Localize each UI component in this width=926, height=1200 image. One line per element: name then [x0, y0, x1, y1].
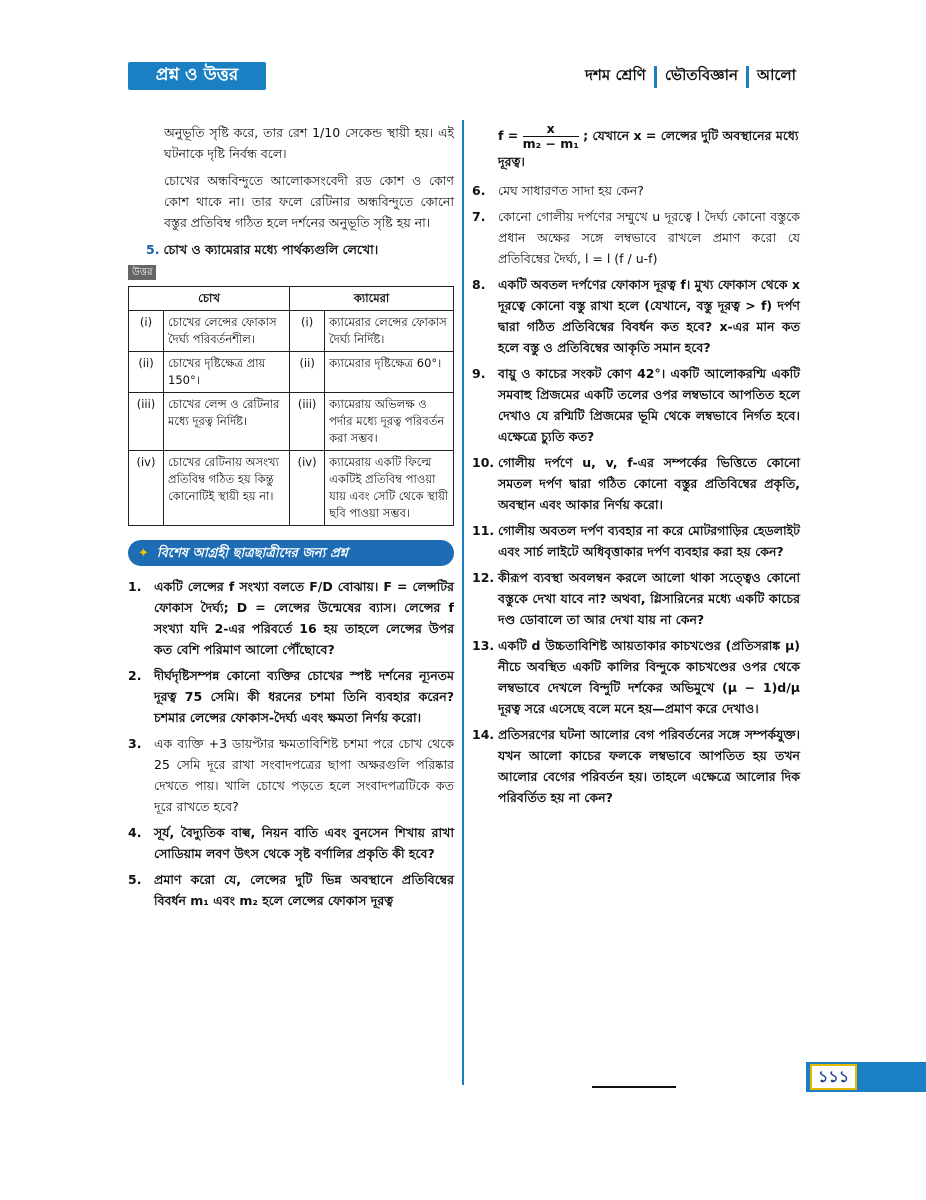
- question-text: একটি d উচ্চতাবিশিষ্ট আয়তাকার কাচখণ্ডের (প্রতিসরাঙ্ক μ) নীচে অবস্থিত একটি কালির বিন্দুকে কাচখণ্ডের ওপর থেকে লম্বভাবে দেখলে বিন্দুটি দর্শকের অভিমুখে (μ − 1)d/μ দূরত্ব সরে এসেছে বলে মনে হয়—প্রমাণ করে দেখাও।: [498, 638, 800, 716]
- eye-cell: চোখের লেন্স ও রেটিনার মধ্যে দূরত্ব নির্দিষ্ট।: [164, 393, 290, 451]
- page-number-bar: [806, 1062, 926, 1092]
- column-divider: [462, 120, 464, 1085]
- question-text: দীর্ঘদৃষ্টিসম্পন্ন কোনো ব্যক্তির চোখের স্পষ্ট দর্শনের ন্যূনতম দূরত্ব 75 সেমি। কী ধরনের চশমা তিনি ব্যবহার করেন? চশমার লেন্সের ফোকাস-দৈর্ঘ্য এবং ক্ষমতা নির্ণয় করো।: [154, 668, 454, 725]
- question-text: একটি লেন্সের f সংখ্যা বলতে F/D বোঝায়। F = লেন্সটির ফোকাস দৈর্ঘ্য; D = লেন্সের উন্মেষের ব্যাস। লেন্সের f সংখ্যা যদি 2-এর পরিবর্তে 16 হয় তাহলে লেন্সের উপর কত বেশি পরিমাণ আলো পৌঁছোবে?: [154, 579, 454, 657]
- question-item: [128, 869, 454, 911]
- row-index: (iv): [290, 451, 325, 526]
- camera-cell: ক্যামেরায় অভিলক্ষ ও পর্দার মধ্যে দূরত্ব পরিবর্তন করা সম্ভব।: [325, 393, 454, 451]
- breadcrumb-separator: [746, 66, 749, 88]
- question-number: 4.: [128, 825, 142, 840]
- question-item: [472, 363, 800, 447]
- breadcrumb-chapter: আলো: [756, 66, 796, 84]
- formula-text: ; যেখানে x = লেন্সের দুটি অবস্থানের মধ্যে দূরত্ব।: [498, 128, 799, 169]
- formula-fraction: [523, 122, 579, 151]
- special-section-title: বিশেষ আগ্রহী ছাত্রছাত্রীদের জন্য প্রশ্ন: [156, 545, 348, 561]
- eye-cell: চোখের দৃষ্টিক্ষেত্র প্রায় 150°।: [164, 352, 290, 393]
- question-number: 10.: [472, 455, 495, 470]
- camera-cell: ক্যামেরায় একটি ফিল্মে একটিই প্রতিবিম্ব পাওয়া যায় এবং সেটি থেকে স্থায়ী ছবি পাওয়া সম্ভব।: [325, 451, 454, 526]
- camera-cell: ক্যামেরার লেন্সের ফোকাস দৈর্ঘ্য নির্দিষ্ট।: [325, 311, 454, 352]
- question-number: 5.: [128, 872, 142, 887]
- section-badge: প্রশ্ন ও উত্তর: [128, 62, 266, 90]
- question-item: [472, 520, 800, 562]
- formula-prefix: f =: [498, 128, 519, 143]
- paragraph: অনুভূতি সৃষ্টি করে, তার রেশ 1/10 সেকেন্ড স্থায়ী হয়। এই ঘটনাকে দৃষ্টি নির্বন্ধ বলে।: [164, 125, 454, 161]
- question-number: 2.: [128, 668, 142, 683]
- breadcrumb-subject: ভৌতবিজ্ঞান: [664, 66, 738, 84]
- row-index: (i): [129, 311, 164, 352]
- table-row: [129, 352, 454, 393]
- question-text: প্রমাণ করো যে, লেন্সের দুটি ভিন্ন অবস্থানে প্রতিবিম্বের বিবর্ধন m₁ এবং m₂ হলে লেন্সের ফোকাস দূরত্ব: [154, 872, 454, 908]
- column-header-camera: ক্যামেরা: [290, 287, 454, 311]
- question-item: [128, 822, 454, 864]
- special-section-banner: [128, 540, 454, 566]
- row-index: (i): [290, 311, 325, 352]
- eye-cell: চোখের রেটিনায় অসংখ্য প্রতিবিম্ব গঠিত হয় কিন্তু কোনোটিই স্থায়ী হয় না।: [164, 451, 290, 526]
- breadcrumb: [585, 64, 796, 89]
- column-header-eye: চোখ: [129, 287, 290, 311]
- right-column: [472, 122, 800, 813]
- question-text: সূর্য, বৈদ্যুতিক বাল্ব, নিয়ন বাতি এবং বুনসেন শিখায় রাখা সোডিয়াম লবণ উৎস থেকে সৃষ্ট বর্ণালির প্রকৃতি কী হবে?: [154, 825, 454, 861]
- question-number: 9.: [472, 366, 486, 381]
- table-row: [129, 311, 454, 352]
- question-number: 12.: [472, 570, 495, 585]
- question-number: 8.: [472, 277, 486, 292]
- question-item: [472, 635, 800, 719]
- question-text: চোখ ও ক্যামেরার মধ্যে পার্থক্যগুলি লেখো।: [163, 242, 379, 257]
- question-text: মেঘ সাধারণত সাদা হয় কেন?: [498, 183, 644, 198]
- row-index: (ii): [290, 352, 325, 393]
- question-number: 7.: [472, 209, 486, 224]
- question-item: [128, 733, 454, 817]
- row-index: (iii): [129, 393, 164, 451]
- table-header: [129, 287, 454, 311]
- comparison-table: [128, 286, 454, 526]
- paragraph: চোখের অন্ধবিন্দুতে আলোকসংবেদী রড কোশ ও কোণ কোশ থাকে না। তার ফলে রেটিনার অন্ধবিন্দুতে কোনো বস্তুর প্রতিবিম্ব গঠিত হলে দর্শনের অনুভূতি সৃষ্টি হয় না।: [164, 173, 454, 230]
- question-number: 14.: [472, 727, 495, 742]
- question-item: [472, 452, 800, 515]
- question-number: 11.: [472, 523, 495, 538]
- question-text: কোনো গোলীয় দর্পণের সম্মুখে u দূরত্বে l দৈর্ঘ্য কোনো বস্তুকে প্রধান অক্ষের সঙ্গে লম্বভাবে রাখলে প্রমাণ করো যে প্রতিবিম্বের দৈর্ঘ্য, l = l (f / u-f): [498, 209, 800, 266]
- question-number: 1.: [128, 579, 142, 594]
- answer-label: উত্তর: [128, 265, 156, 280]
- eye-cell: চোখের লেন্সের ফোকাস দৈর্ঘ্য পরিবর্তনশীল।: [164, 311, 290, 352]
- table-row: [129, 451, 454, 526]
- formula-numerator: x: [523, 122, 579, 137]
- question-text: বায়ু ও কাচের সংকট কোণ 42°। একটি আলোকরশ্মি একটি সমবাহু প্রিজমের একটি তলের ওপর লম্বভাবে আপতিত হলে দেখাও যে রশ্মিটি প্রিজমের ভূমি থেকে লম্বভাবে নির্গত হবে। এক্ষেত্রে চ্যুতি কত?: [498, 366, 800, 444]
- question-text: এক ব্যক্তি +3 ডায়প্টার ক্ষমতাবিশিষ্ট চশমা পরে চোখ থেকে 25 সেমি দূরে রাখা সংবাদপত্রের ছাপা অক্ষরগুলি পরিষ্কার দেখতে পায়। খালি চোখে পড়তে হলে সংবাদপত্রটিকে কত দূরে রাখতে হবে?: [154, 736, 454, 814]
- row-index: (iv): [129, 451, 164, 526]
- left-column: [128, 122, 454, 916]
- question-text: গোলীয় অবতল দর্পণ ব্যবহার না করে মোটরগাড়ির হেডলাইট এবং সার্চ লাইটে অধিবৃত্তাকার দর্পণ ব্যবহার করা হয় কেন?: [498, 523, 800, 559]
- end-rule: [592, 1086, 676, 1088]
- lightbulb-icon: ✦: [138, 545, 149, 561]
- question-item: [472, 724, 800, 808]
- question-text: কীরূপ ব্যবস্থা অবলম্বন করলে আলো থাকা সত্ত্বেও কোনো বস্তুকে দেখা যাবে না? অথবা, গ্লিসারিনের মধ্যে একটি কাচের দণ্ড ডোবালে তা আর দেখা যায় না কেন?: [498, 570, 800, 627]
- question-item: [472, 274, 800, 358]
- question-number: 5.: [146, 242, 160, 257]
- question-text: প্রতিসরণের ঘটনা আলোর বেগ পরিবর্তনের সঙ্গে সম্পর্কযুক্ত। যখন আলো কাচের ফলকে লম্বভাবে আপতিত হয় তখন আলোর বেগের পরিবর্তন হয়। তাহলে এক্ষেত্রে আলোর দিক পরিবর্তিত হয় না কেন?: [498, 727, 800, 805]
- question-item: [472, 180, 800, 201]
- row-index: (ii): [129, 352, 164, 393]
- question-text: গোলীয় দর্পণে u, v, f-এর সম্পর্কের ভিত্তিতে কোনো সমতল দর্পণ দ্বারা গঠিত কোনো বস্তুর প্রতিবিম্বের প্রকৃতি, অবস্থান এবং আকার নির্ণয় করো।: [498, 455, 800, 512]
- question-item: [128, 665, 454, 728]
- question-text: একটি অবতল দর্পণের ফোকাস দূরত্ব f। মুখ্য ফোকাস থেকে x দূরত্বে কোনো বস্তু রাখা হলে (যেখানে, বস্তু দূরত্ব > f) দর্পণ দ্বারা গঠিত প্রতিবিম্বের বিবর্ধন কত হবে? x-এর মান কত হলে বস্তু ও প্রতিবিম্বের আকৃতি সমান হবে?: [498, 277, 800, 355]
- camera-cell: ক্যামেরার দৃষ্টিক্ষেত্র 60°।: [325, 352, 454, 393]
- page-number: ১১১: [810, 1064, 857, 1090]
- formula-denominator: m₂ − m₁: [522, 136, 579, 151]
- breadcrumb-separator: [654, 66, 657, 88]
- question-number: 6.: [472, 183, 486, 198]
- question-5: [146, 239, 454, 260]
- row-index: (iii): [290, 393, 325, 451]
- breadcrumb-class: দশম শ্রেণি: [585, 66, 646, 84]
- table-row: [129, 393, 454, 451]
- question-number: 13.: [472, 638, 495, 653]
- question-item: [472, 567, 800, 630]
- question-item: [472, 206, 800, 269]
- question-item: [128, 576, 454, 660]
- question-number: 3.: [128, 736, 142, 751]
- formula-line: [498, 122, 800, 172]
